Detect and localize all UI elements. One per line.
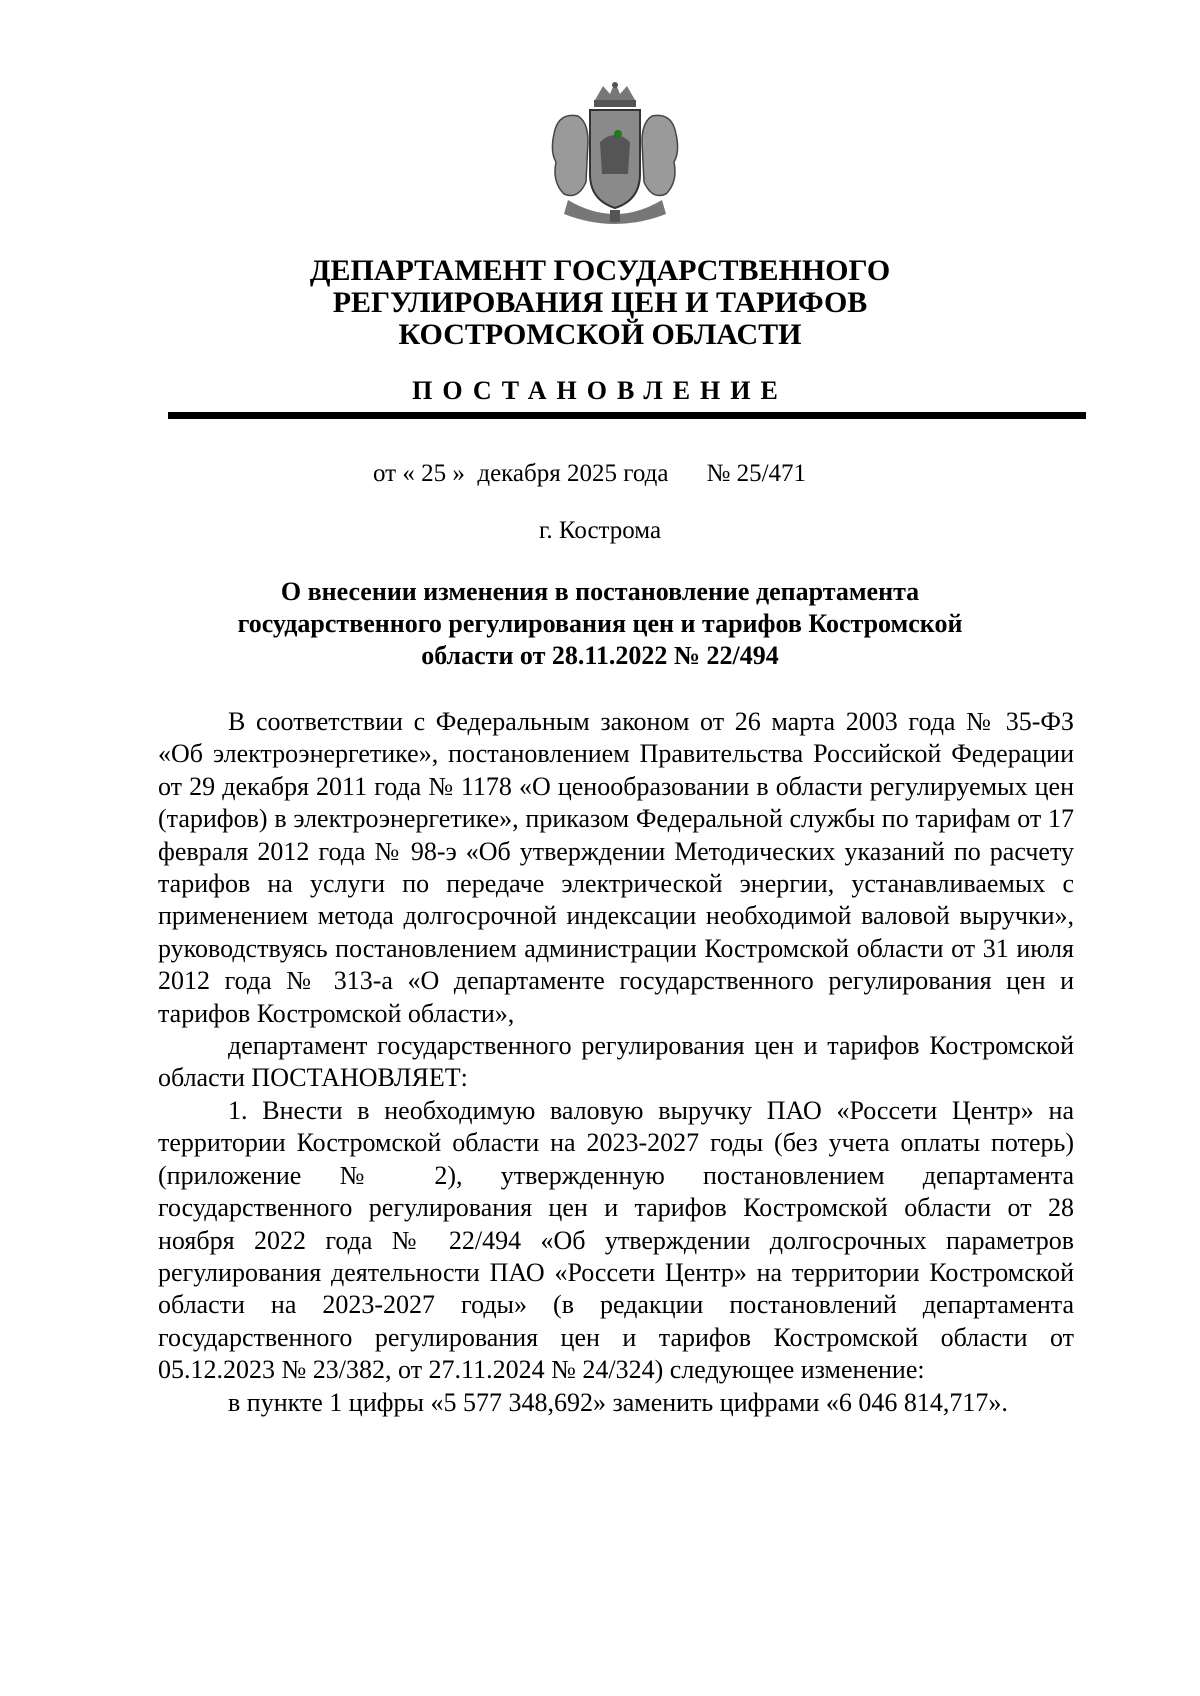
- city: г. Кострома: [538, 517, 662, 544]
- subject-line-3: области от 28.11.2022 № 22/494: [421, 641, 779, 670]
- header-divider: [168, 412, 1086, 419]
- paragraph-item-1: 1. Внести в необходимую валовую выручку ПАО «Россети Центр» на территории Костромской области на 2023-2027 годы (без учета оплаты потерь) (приложение № 2), утвержденную постановлением департамента государственного регулирования цен и тарифов Костромской области от 28 ноября 2022 года № 22/494 «Об утверждении долгосрочных параметров регулирования деятельности ПАО «Россети Центр» на территории Костромской области на 2023-2027 годы» (в редакции постановлений департамента государственного регулирования цен и тарифов Костромской области от 05.12.2023 № 23/382, от 27.11.2024 № 24/324) следующее изменение:: [158, 1095, 1074, 1385]
- document-type: ПОСТАНОВЛЕНИЕ: [412, 376, 788, 405]
- document-body: [158, 706, 1074, 1419]
- paragraph-preamble: В соответствии с Федеральным законом от 26 марта 2003 года № 35-ФЗ «Об электроэнергетике», постановлением Правительства Российской Федерации от 29 декабря 2011 года № 1178 «О ценообразовании в области регулируемых цен (тарифов) в электроэнергетике», приказом Федеральной службы по тарифам от 17 февраля 2012 года № 98-э «Об утверждении Методических указаний по расчету тарифов на услуги по передаче электрической энергии, устанавливаемых с применением метода долгосрочной индексации необходимой валовой выручки», руководствуясь постановлением администрации Костромской области от 31 июля 2012 года № 313-а «О департаменте государственного регулирования цен и тарифов Костромской области»,: [158, 707, 1074, 1028]
- date-number-line: [373, 460, 806, 488]
- coat-of-arms-icon: [548, 82, 682, 230]
- department-name-line-2: РЕГУЛИРОВАНИЯ ЦЕН И ТАРИФОВ: [332, 286, 868, 319]
- department-name-line-3: КОСТРОМСКОЙ ОБЛАСТИ: [398, 318, 802, 351]
- subject-line-2: государственного регулирования цен и тарифов Костромской: [237, 609, 963, 638]
- department-name-line-1: ДЕПАРТАМЕНТ ГОСУДАРСТВЕННОГО: [309, 254, 891, 287]
- department-name: [0, 255, 1200, 351]
- document-number: № 25/471: [706, 460, 807, 487]
- subject-line-1: О внесении изменения в постановление департамента: [280, 577, 920, 606]
- document-subject: [0, 576, 1200, 672]
- paragraph-resolves: департамент государственного регулирования цен и тарифов Костромской области ПОСТАНОВЛЯЕТ:: [158, 1031, 1074, 1093]
- document-date: от « 25 » декабря 2025 года: [373, 460, 669, 487]
- paragraph-change: в пункте 1 цифры «5 577 348,692» заменить цифрами «6 046 814,717».: [228, 1387, 1008, 1417]
